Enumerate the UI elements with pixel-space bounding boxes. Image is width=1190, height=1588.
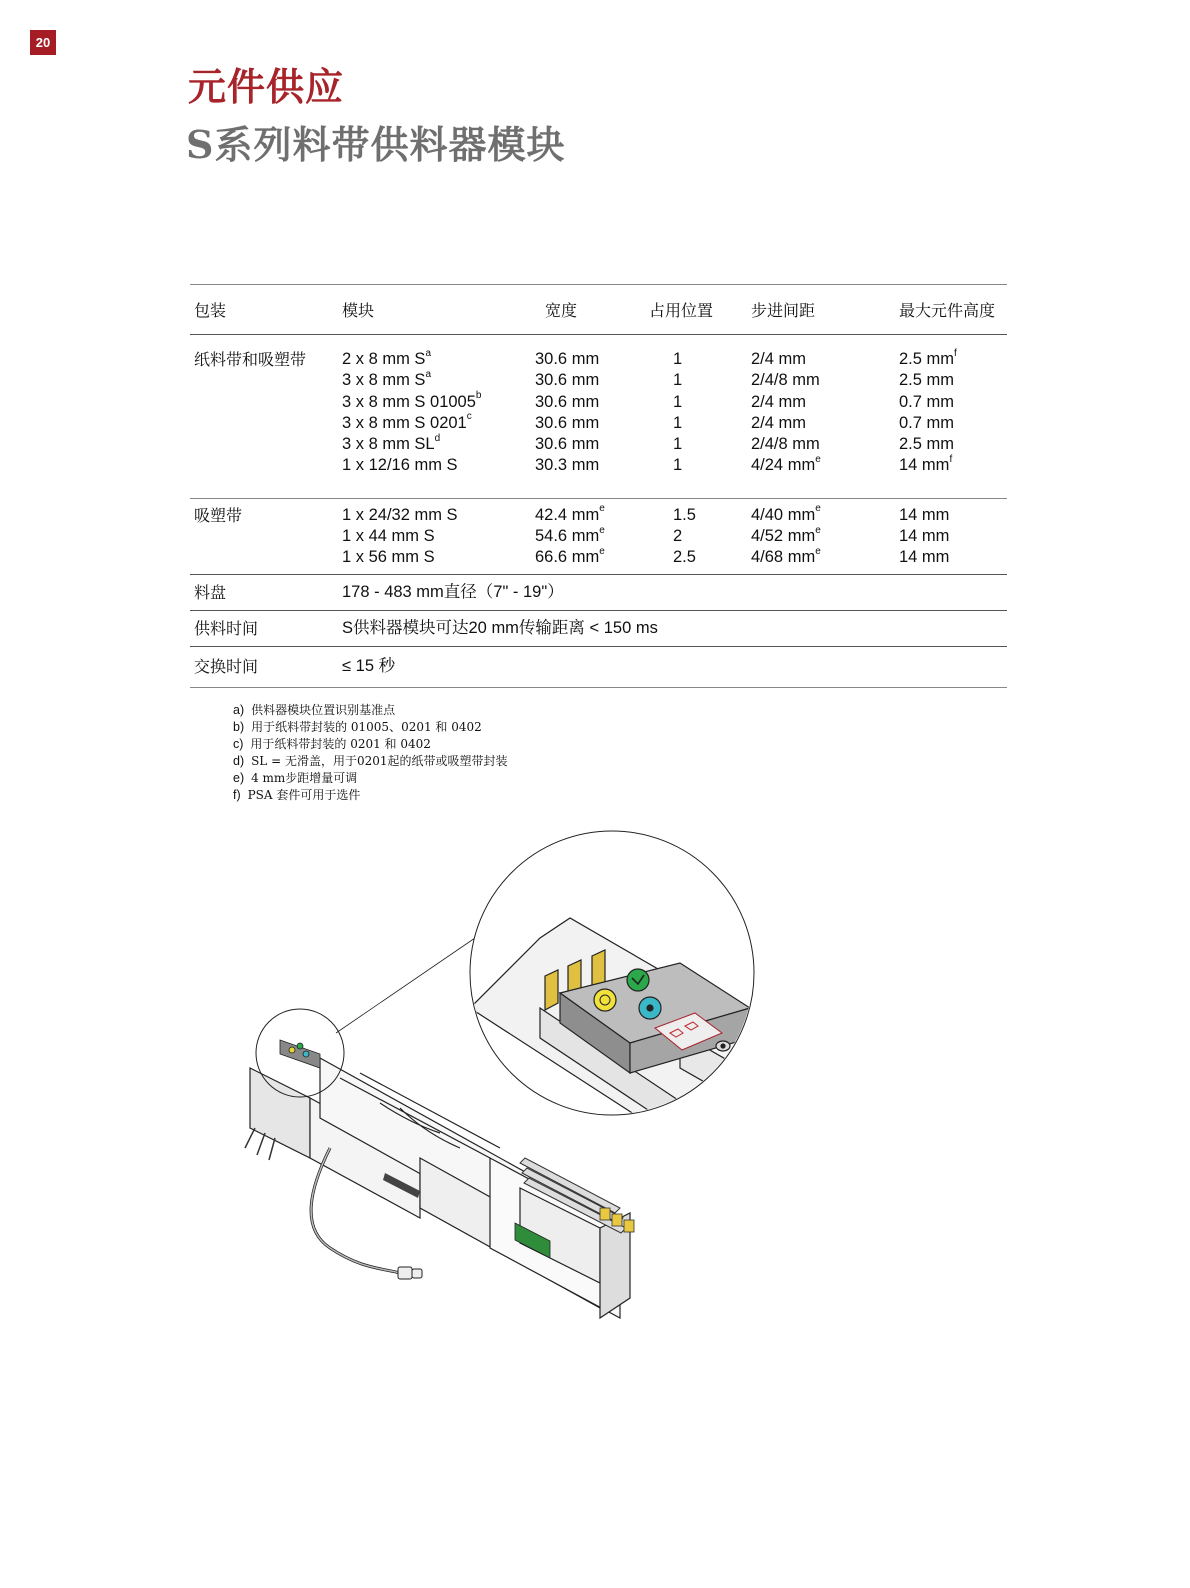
cell-line: 1 x 12/16 mm S (342, 456, 458, 475)
cell-line: 14 mm (899, 527, 950, 546)
cell-line: 14 mm (899, 505, 950, 524)
cell-heights (895, 498, 1007, 574)
cell-package: 吸塑带 (190, 498, 338, 574)
footnote-ref: e (815, 545, 821, 557)
table-row-group1 (190, 335, 1007, 499)
header-width: 宽度 (531, 285, 645, 335)
cell-value: S供料器模块可达20 mm传输距离 < 150 ms (338, 610, 1007, 646)
cell-line: 42.4 $mm^e$ (535, 503, 605, 524)
cell-line: 30.6 mm (535, 392, 600, 411)
cell-widths (531, 498, 645, 574)
cell-line: 2.5 (673, 548, 696, 567)
cell-positions (645, 498, 747, 574)
cell-line: 54.6 $mm^e$ (535, 524, 605, 546)
cell-line: 30.6 mm (535, 371, 600, 390)
footnote-ref: b (475, 390, 482, 402)
header-pitch: 步进间距 (747, 285, 895, 335)
cell-line: 30.6 mm (535, 435, 600, 454)
footnote-item: e) 4 mm步距增量可调 (233, 771, 358, 785)
footnote-ref: f (954, 347, 957, 359)
cell-line: 2.5 mm (899, 371, 955, 390)
small-control-panel (280, 1040, 320, 1068)
magnified-detail (470, 831, 800, 1158)
cell-line: 4/52 $mm^e$ (751, 524, 821, 546)
cell-label: 料盘 (190, 574, 338, 610)
cell-pitches (747, 498, 895, 574)
cell-line: 1.5 (673, 505, 696, 524)
cell-line: 2.5 $mm^f$ (899, 347, 957, 368)
feeder-module-illustration (240, 828, 820, 1348)
cell-line: 30.6 mm (535, 350, 600, 368)
header-module: 模块 (338, 285, 531, 335)
cell-line: 1 (673, 413, 683, 432)
header-package: 包装 (190, 285, 338, 335)
footnotes-list (233, 702, 508, 804)
table-row-reel (190, 574, 1007, 610)
header-positions: 占用位置 (645, 285, 747, 335)
cell-line: 2/4/8 mm (751, 371, 820, 390)
footnote-ref: e (815, 524, 821, 536)
page-title: 元件供应 (188, 64, 345, 109)
footnote-item: a) 供料器模块位置识别基准点 (233, 703, 396, 717)
table-header-row (190, 285, 1007, 335)
cell-line: 0.7 mm (899, 413, 955, 432)
cell-line: 1 (673, 350, 683, 368)
page-number: 20 (30, 30, 56, 55)
connector (398, 1267, 422, 1279)
cell-line: 1 (673, 435, 683, 454)
footnote-ref: a (425, 347, 431, 359)
cell-label: 交换时间 (190, 646, 338, 687)
spec-table (190, 284, 1007, 688)
cell-line: 3 x 8 mm $SL^d$ (342, 432, 441, 454)
cell-line: 1 (673, 392, 683, 411)
table-row-change-time (190, 646, 1007, 687)
footnote-ref: e (599, 545, 605, 557)
cell-value: 178 - 483 mm直径（7" - 19"） (338, 574, 1007, 610)
cell-line: 0.7 mm (899, 392, 955, 411)
cell-label: 供料时间 (190, 610, 338, 646)
cell-line: 2.5 mm (899, 435, 955, 454)
cell-line: 14 mm (899, 548, 950, 567)
cell-line: 14 $mm^f$ (899, 453, 953, 475)
footnote-ref: e (815, 503, 821, 515)
cell-heights (895, 335, 1007, 499)
page-subtitle: S系列料带供料器模块 (186, 122, 566, 167)
footnote-ref: d (434, 432, 441, 444)
cell-line: 1 x 44 mm S (342, 527, 435, 546)
footnote-ref: e (599, 524, 605, 536)
cell-line: 1 (673, 456, 683, 475)
header-max-height: 最大元件高度 (895, 285, 1007, 335)
cell-positions (645, 335, 747, 499)
footnote-item: c) 用于纸料带封装的 0201 和 0402 (233, 737, 431, 751)
cell-package: 纸料带和吸塑带 (190, 335, 338, 499)
cell-line: 4/68 $mm^e$ (751, 545, 821, 567)
footnote-item: f) PSA 套件可用于选件 (233, 788, 361, 802)
cell-line: 2/4 mm (751, 350, 807, 368)
cell-line: 1 (673, 371, 683, 390)
cell-line: 2 (673, 527, 683, 546)
cell-line: 30.6 mm (535, 413, 600, 432)
cell-line: 30.3 mm (535, 456, 600, 475)
table-row-feed-time (190, 610, 1007, 646)
cell-value: ≤ 15 秒 (338, 646, 1007, 687)
cell-line: 2 x 8 mm $S^a$ (342, 347, 431, 368)
footnote-ref: e (815, 453, 821, 465)
footnote-item: b) 用于纸料带封装的 01005、0201 和 0402 (233, 720, 482, 734)
footnote-ref: a (425, 368, 431, 380)
cell-line: 2/4 mm (751, 413, 807, 432)
cell-line: 4/24 $mm^e$ (751, 453, 821, 475)
cell-line: 3 x 8 mm S 0201$^c$ (342, 411, 472, 432)
cell-line: 3 x 8 mm S 01005$^b$ (342, 390, 482, 411)
cell-line: 1 x 56 mm S (342, 548, 435, 567)
cell-line: 4/40 $mm^e$ (751, 503, 821, 524)
cell-line: 66.6 $mm^e$ (535, 545, 605, 567)
cell-modules (338, 498, 531, 574)
cell-line: 2/4 mm (751, 392, 807, 411)
cell-modules (338, 335, 531, 499)
cell-line: 3 x 8 mm $S^a$ (342, 368, 431, 390)
cell-line: 1 x 24/32 mm S (342, 505, 458, 524)
footnote-ref: e (599, 503, 605, 515)
footnote-ref: f (949, 453, 953, 465)
cell-widths (531, 335, 645, 499)
cell-line: 2/4/8 mm (751, 435, 820, 454)
table-row-group2 (190, 498, 1007, 574)
footnote-ref: c (466, 411, 472, 423)
cell-pitches (747, 335, 895, 499)
footnote-item: d) SL = 无滑盖，用于0201起的纸带或吸塑带封装 (233, 754, 508, 768)
